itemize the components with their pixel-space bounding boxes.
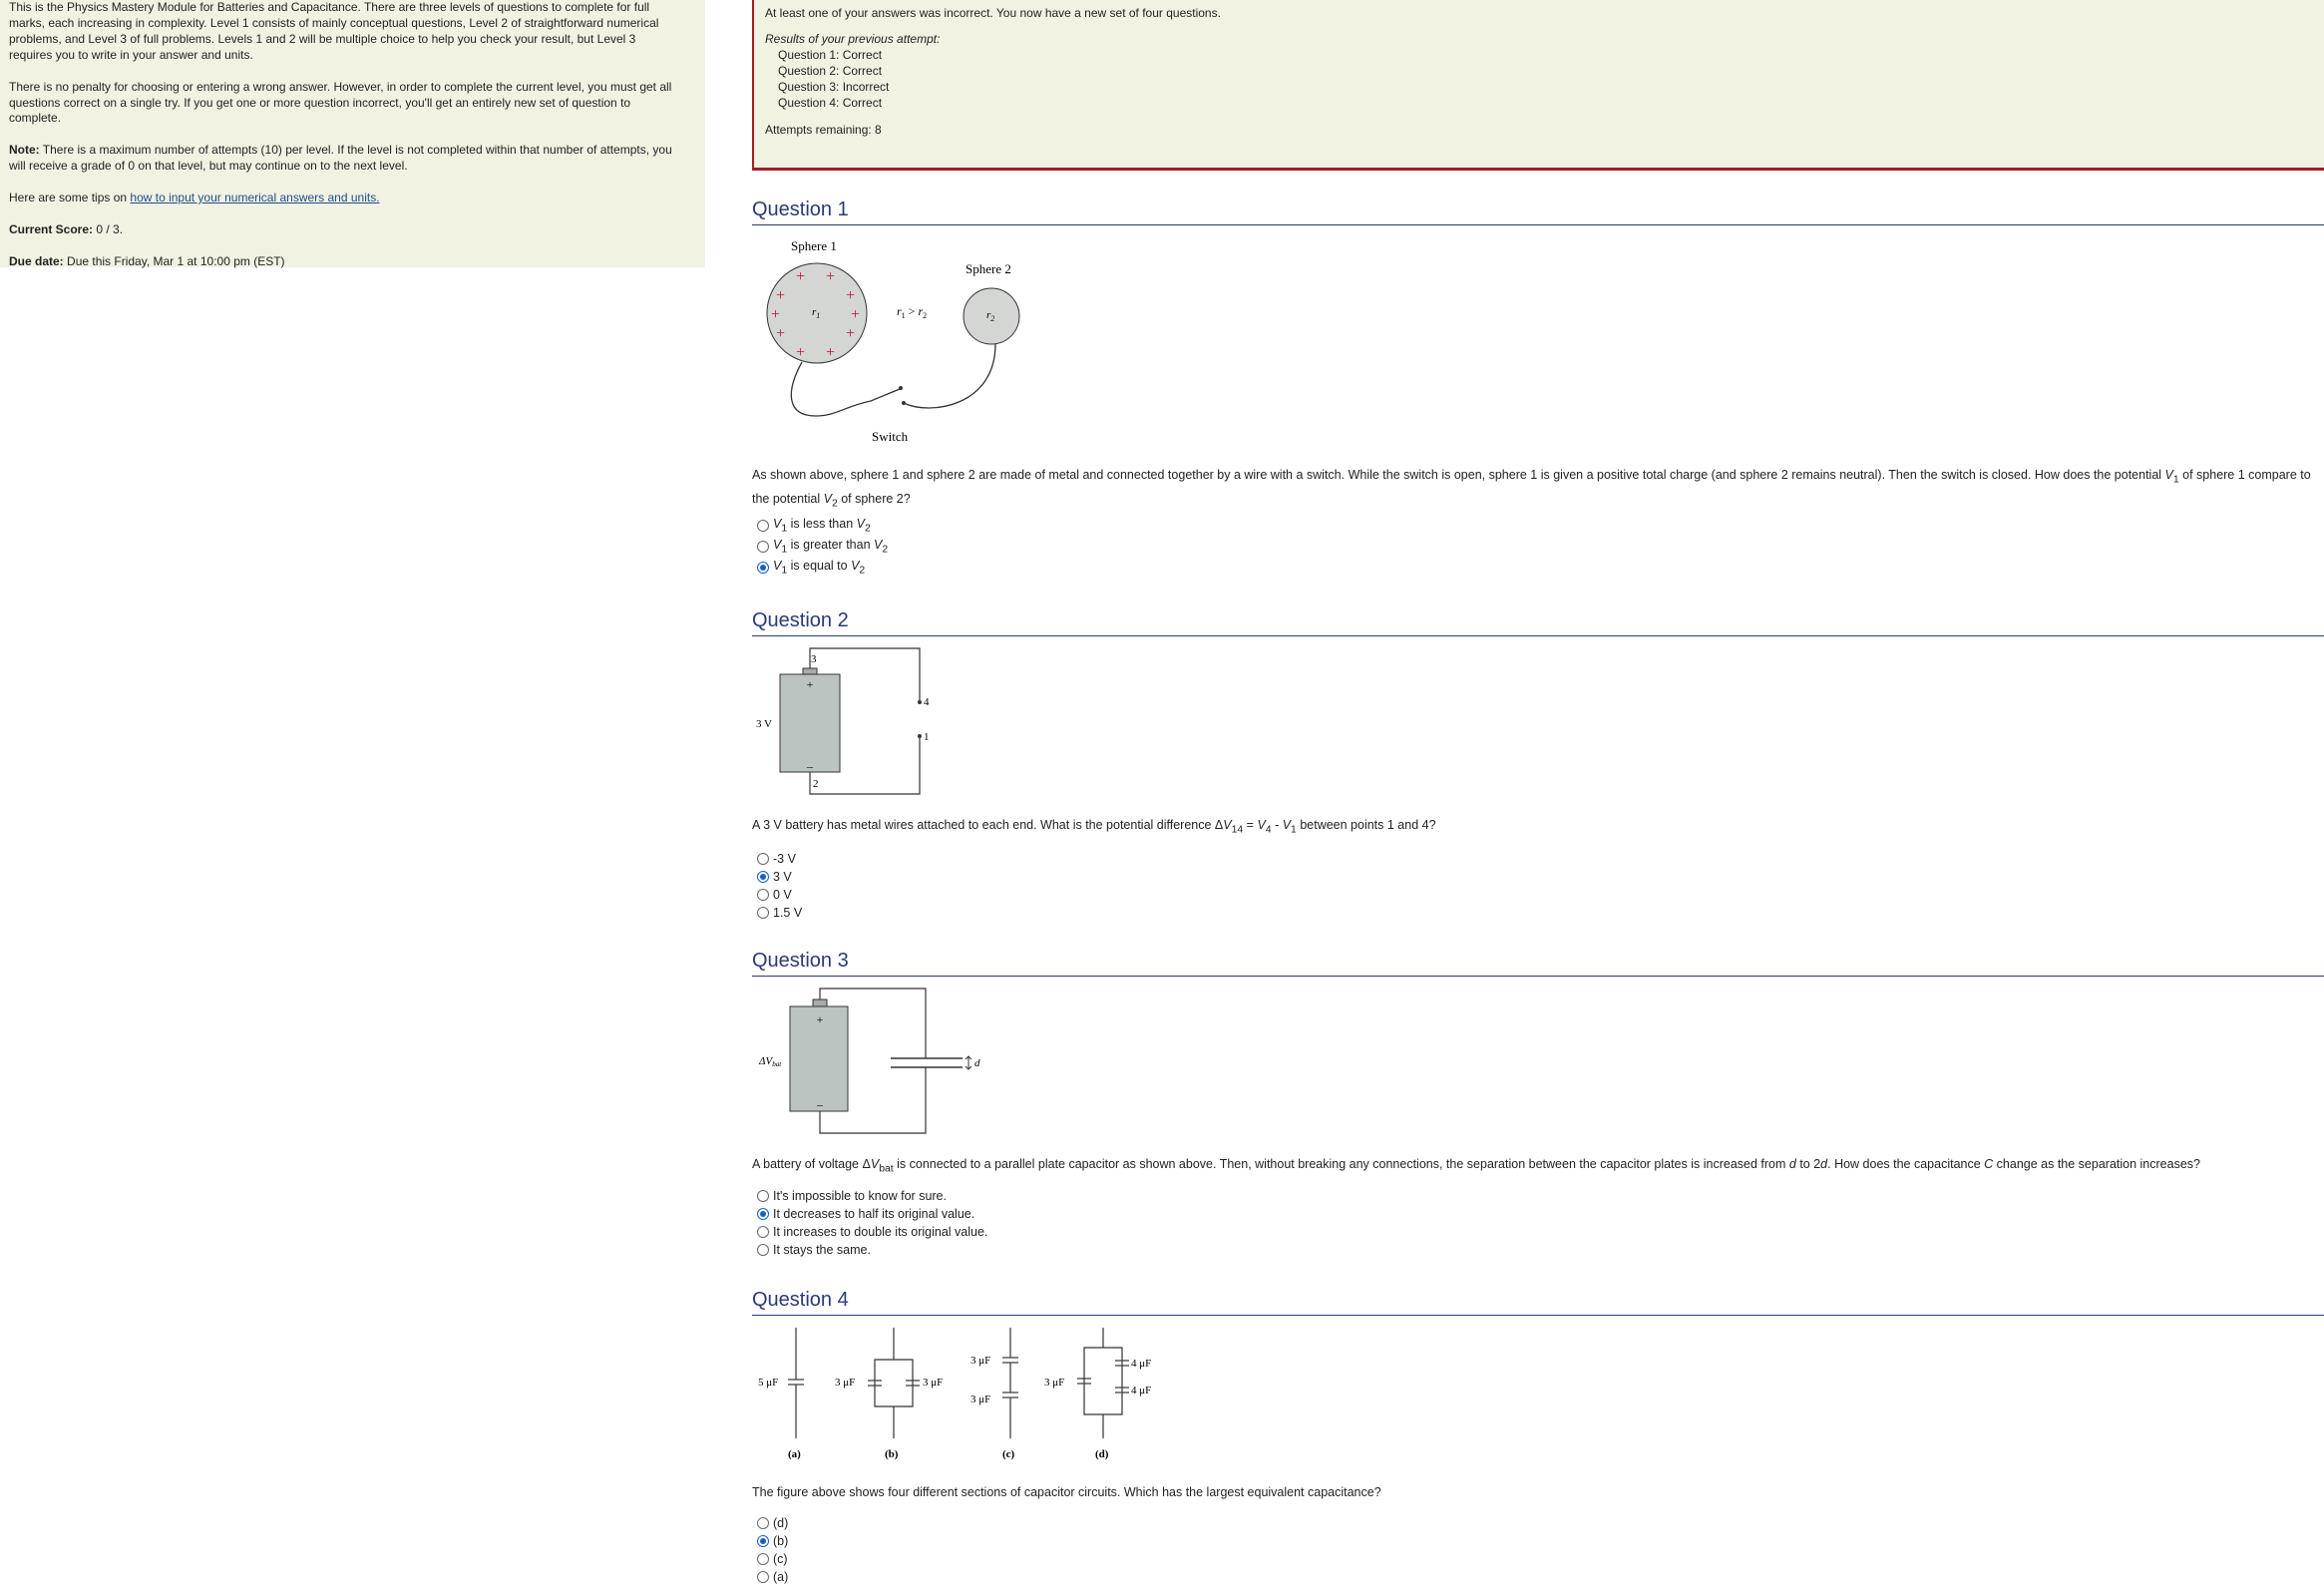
question-1-text: As shown above, sphere 1 and sphere 2 are made of metal and connected together by a wire with a switch. While the switch is open, sphere 1 is given a positive total charge (and sphere 2 remains neutral). Then the switch is closed. How does the potential $V_1$ of sphere 1 compare to the potential $V_2$ of sphere 2?	[752, 468, 2311, 509]
plus-charge: +	[776, 287, 786, 304]
capacitor-label: 4 μF	[1131, 1385, 1152, 1396]
note-paragraph	[9, 143, 675, 175]
answer-option[interactable]	[757, 1223, 987, 1241]
question-2-text: A 3 V battery has metal wires attached to each end. What is the potential difference $\Delta V_{14} = V_4 - V_1$ between points 1 and 4?	[752, 818, 1436, 836]
result-item: Question 4: Correct	[778, 96, 883, 110]
answer-option[interactable]	[757, 559, 888, 577]
option-label: (a)	[773, 1570, 789, 1584]
results-label: Results of your previous attempt:	[765, 32, 941, 46]
radio-button[interactable]	[757, 907, 769, 919]
option-label: (d)	[773, 1516, 789, 1530]
point-2-label: 2	[813, 778, 819, 790]
circuit-a	[788, 1328, 804, 1438]
battery-terminal	[813, 999, 827, 1006]
due-value: Due this Friday, Mar 1 at 10:00 pm (EST)	[63, 253, 285, 268]
note-text: There is a maximum number of attempts (10) per level. If the level is not completed within that number of attempts, you will receive a grade of 0 on that level, but may continue on to the next level.	[9, 143, 672, 174]
circuit-b-label: (b)	[885, 1448, 899, 1460]
circuit-d-label: (d)	[1095, 1448, 1109, 1460]
question-1-title: Question 1	[752, 199, 2324, 225]
results-list	[765, 47, 2313, 111]
capacitor-label: 3 μF	[835, 1377, 856, 1389]
option-label: (c)	[773, 1552, 788, 1566]
tips-link[interactable]: how to input your numerical answers and units.	[130, 191, 380, 205]
radio-button[interactable]	[757, 541, 769, 553]
point-3-label: 3	[811, 653, 817, 665]
score-label: Current Score:	[9, 222, 94, 237]
battery-minus: –	[807, 759, 813, 773]
answer-option[interactable]	[757, 1514, 788, 1532]
point-4-label: 4	[924, 696, 930, 708]
plus-charge: +	[846, 325, 856, 342]
score-value: 0 / 3.	[93, 222, 124, 237]
switch-label: Switch	[872, 429, 909, 444]
option-label: 3 V	[773, 870, 792, 884]
question-4-text: The figure above shows four different sections of capacitor circuits. Which has the largest equivalent capacitance?	[752, 1485, 1381, 1499]
answer-option[interactable]	[757, 886, 802, 904]
attempts-remaining: Attempts remaining: 8	[765, 123, 882, 137]
result-item: Question 1: Correct	[778, 48, 883, 62]
due-label: Due date:	[9, 253, 64, 268]
question-4-title: Question 4	[752, 1289, 2324, 1316]
result-item: Question 3: Incorrect	[778, 80, 890, 94]
capacitor-label: 4 μF	[1131, 1358, 1152, 1370]
capacitor-label: 3 μF	[923, 1377, 944, 1389]
circuit-b	[868, 1328, 920, 1438]
battery-voltage-label: ΔVbat	[759, 1055, 782, 1068]
point-4-dot	[918, 700, 922, 704]
radio-button[interactable]	[757, 1226, 769, 1238]
battery-minus: –	[817, 1097, 823, 1111]
radio-button-selected[interactable]	[757, 1535, 769, 1547]
answer-option[interactable]	[757, 538, 888, 556]
capacitor-label: 5 μF	[758, 1377, 779, 1389]
question-4-options	[757, 1514, 788, 1586]
sphere-1-label: Sphere 1	[791, 238, 837, 253]
question-3-title: Question 3	[752, 950, 2324, 977]
question-2-title: Question 2	[752, 609, 2324, 636]
answer-option[interactable]	[757, 517, 888, 535]
option-label: It's impossible to know for sure.	[773, 1189, 947, 1203]
option-label: It stays the same.	[773, 1243, 871, 1257]
question-1-options	[757, 517, 888, 577]
plus-charge: +	[771, 306, 781, 323]
radio-button[interactable]	[757, 889, 769, 901]
answer-option[interactable]	[757, 904, 802, 922]
plus-charge: +	[846, 287, 856, 304]
plus-charge: +	[826, 344, 836, 361]
separation-label: d	[974, 1057, 980, 1069]
intro-paragraph: This is the Physics Mastery Module for Batteries and Capacitance. There are three levels of questions to complete for full marks, each increasing in complexity. Level 1 consists of mainly conceptual questions, Level 2 of straightforward numerical problems, and Level 3 of full problems. Levels 1 and 2 will be multiple choice to help you check your result, but Level 3 requires you to write in your answer and units.	[9, 0, 659, 62]
radius-comparison: $r_1 > r_2$	[897, 304, 928, 320]
banner-message: At least one of your answers was incorrect. You now have a new set of four questions.	[765, 6, 1221, 20]
circuit-d	[1077, 1328, 1129, 1438]
current-score	[9, 222, 675, 238]
answer-option[interactable]	[757, 1532, 788, 1550]
circuit-c	[1002, 1328, 1018, 1438]
capacitor-label: 3 μF	[970, 1394, 991, 1405]
radio-button[interactable]	[757, 520, 769, 532]
option-label: 1.5 V	[773, 906, 803, 920]
r1-label: $r_1$	[812, 306, 821, 320]
option-label: $V_1$ is less than $V_2$	[773, 517, 871, 535]
switch-lever[interactable]	[871, 389, 900, 401]
battery-plus: +	[806, 677, 814, 691]
radio-button[interactable]	[757, 853, 769, 865]
radio-button[interactable]	[757, 1190, 769, 1202]
switch-pivot	[899, 386, 903, 390]
capacitor-label: 3 μF	[970, 1355, 991, 1367]
radio-button[interactable]	[757, 1244, 769, 1256]
radio-button[interactable]	[757, 1553, 769, 1565]
sphere-2-label: Sphere 2	[966, 261, 1011, 276]
instructions-panel	[0, 0, 705, 267]
question-3-text: A battery of voltage $\Delta V_{bat}$ is connected to a parallel plate capacitor as shown above. Then, without breaking any connections, the separation between the capacitor plates is increased from d to 2d. How does the capacitance C change as the separation increases?	[752, 1157, 2200, 1175]
penalty-paragraph: There is no penalty for choosing or entering a wrong answer. However, in order to complete the current level, you must get all questions correct on a single try. If you get one or more question incorrect, you'll get an entirely new set of question to complete.	[9, 79, 672, 126]
option-label: $V_1$ is equal to $V_2$	[773, 559, 866, 577]
result-item: Question 2: Correct	[778, 64, 883, 78]
point-1-label: 1	[924, 731, 930, 743]
capacitor-label: 3 μF	[1044, 1377, 1065, 1389]
radio-button-selected[interactable]	[757, 562, 769, 574]
wire-left	[791, 362, 871, 416]
radio-button[interactable]	[757, 1571, 769, 1583]
point-1-dot	[918, 734, 922, 738]
attempt-result-banner	[752, 0, 2324, 171]
answer-option[interactable]	[757, 1241, 987, 1259]
tips-text: Here are some tips on	[9, 191, 131, 205]
q2-battery-figure	[754, 642, 954, 802]
circuit-a-label: (a)	[788, 1448, 801, 1460]
circuit-c-label: (c)	[1002, 1448, 1015, 1460]
battery-plus: +	[816, 1012, 824, 1026]
r2-label: $r_2$	[986, 309, 995, 323]
answer-option[interactable]	[757, 1550, 788, 1568]
due-date	[9, 254, 675, 270]
note-label: Note:	[9, 143, 40, 158]
option-label: 0 V	[773, 888, 792, 902]
option-label: It decreases to half its original value.	[773, 1207, 975, 1221]
q3-capacitor-figure	[754, 984, 993, 1138]
voltage-label: 3 V	[756, 718, 772, 730]
tips-paragraph	[9, 191, 675, 206]
plus-charge: +	[776, 325, 786, 342]
option-label: (b)	[773, 1534, 789, 1548]
q1-spheres-figure	[756, 231, 1055, 451]
answer-option[interactable]	[757, 850, 802, 868]
answer-option[interactable]	[757, 1205, 987, 1223]
radio-button-selected[interactable]	[757, 871, 769, 883]
answer-option[interactable]	[757, 868, 802, 886]
q4-capacitor-circuits-figure	[754, 1323, 1193, 1467]
plus-charge: +	[796, 344, 806, 361]
wire-right	[904, 344, 995, 408]
option-label: $V_1$ is greater than $V_2$	[773, 538, 889, 556]
question-2-options	[757, 850, 802, 922]
answer-option[interactable]	[757, 1568, 788, 1586]
plus-charge: +	[826, 268, 836, 285]
battery-terminal	[803, 668, 817, 674]
radio-button-selected[interactable]	[757, 1208, 769, 1220]
radio-button[interactable]	[757, 1517, 769, 1529]
plus-charge: +	[796, 268, 806, 285]
option-label: -3 V	[773, 852, 796, 866]
answer-option[interactable]	[757, 1187, 987, 1205]
plus-charge: +	[851, 306, 861, 323]
option-label: It increases to double its original value.	[773, 1225, 988, 1239]
separation-arrow	[966, 1056, 971, 1069]
question-3-options	[757, 1187, 987, 1259]
